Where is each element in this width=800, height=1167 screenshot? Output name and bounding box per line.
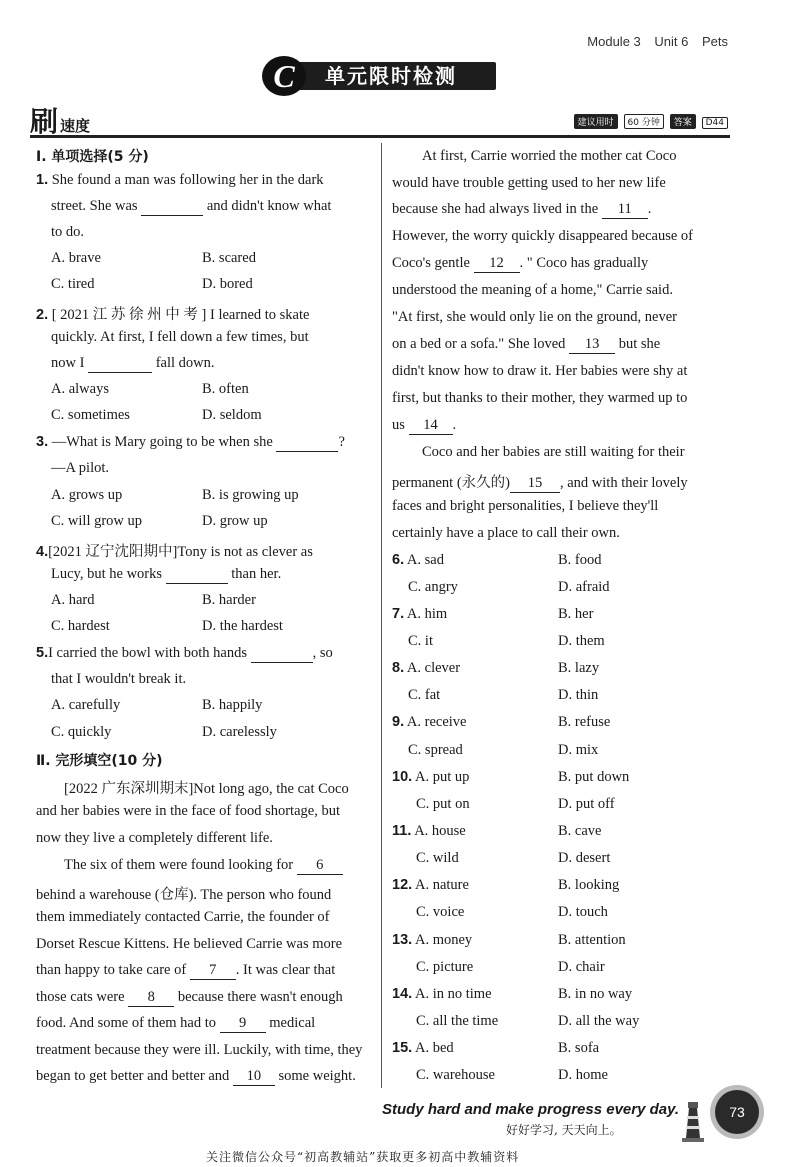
answer-label: 答案	[670, 114, 696, 129]
q1-option-d[interactable]: D. bored	[202, 276, 253, 292]
cloze-q9-b[interactable]: B. refuse	[558, 714, 611, 730]
cloze-blank-8[interactable]: 8	[128, 989, 174, 1007]
q4-source: [2021 辽宁沈阳期中]	[48, 544, 178, 560]
q1-option-c[interactable]: C. tired	[51, 276, 95, 292]
q2-blank[interactable]	[88, 355, 152, 373]
passage-p3-l5	[392, 255, 648, 273]
passage-p2-text9b: some weight.	[278, 1068, 356, 1084]
cloze-q7-a[interactable]	[392, 606, 447, 623]
cloze-q8-number: 8.	[392, 660, 405, 676]
passage-p1-l2: and her babies were in the face of food shortage, but	[36, 803, 340, 819]
passage-p2-text5b: . It was clear that	[235, 962, 336, 978]
passage-p3-text11b: .	[452, 417, 457, 433]
cloze-blank-13[interactable]: 13	[569, 336, 615, 354]
q1-line2	[51, 198, 331, 216]
passage-p1-l1	[64, 777, 349, 798]
cloze-q12-a-text: A. nature	[415, 877, 469, 893]
q1-line1	[36, 172, 324, 189]
cloze-q9-c[interactable]: C. spread	[408, 742, 463, 758]
cloze-q13-number: 13.	[392, 932, 413, 948]
cloze-q6-number: 6.	[392, 552, 405, 568]
footer-motto: Study hard and make progress every day.	[382, 1101, 680, 1118]
cloze-q15-a-text: A. bed	[415, 1040, 454, 1056]
time-label: 建议用时	[574, 114, 618, 129]
passage-p3-l3	[392, 201, 651, 219]
passage-p3-text5b: . " Coco has gradually	[519, 255, 649, 271]
q2-line3	[51, 355, 214, 373]
cloze-q14-a[interactable]	[392, 986, 492, 1003]
cloze-q6-a[interactable]	[392, 552, 444, 569]
q4-option-d[interactable]: D. the hardest	[202, 618, 283, 634]
q1-line3: to do.	[51, 224, 85, 240]
passage-p3-text5a: Coco's gentle	[392, 255, 470, 271]
lighthouse-icon	[678, 1098, 708, 1142]
cloze-q7-d[interactable]: D. them	[558, 633, 605, 649]
cloze-q11-a-text: A. house	[414, 823, 466, 839]
passage-p2-text5a: than happy to take care of	[36, 962, 187, 978]
q3-option-c[interactable]: C. will grow up	[51, 513, 143, 529]
q1-blank[interactable]	[141, 198, 203, 216]
q3-option-b[interactable]: B. is growing up	[202, 487, 299, 503]
q5-option-d[interactable]: D. carelessly	[202, 724, 277, 740]
cloze-blank-9[interactable]: 9	[220, 1015, 266, 1033]
q3-line1	[36, 434, 345, 452]
q5-option-a[interactable]: A. carefully	[51, 697, 121, 713]
answer-page: D44	[702, 117, 728, 129]
q5-line1	[36, 645, 333, 663]
passage-p2-text9a: began to get better and better and	[36, 1068, 230, 1084]
q5-blank[interactable]	[251, 645, 313, 663]
q1-text2b: and didn't know what	[206, 198, 332, 214]
q4-option-a[interactable]: A. hard	[51, 592, 95, 608]
promo-text: 关注微信公众号“初高教辅站”获取更多初高中教辅资料	[206, 1150, 520, 1164]
cloze-q15-b[interactable]: B. sofa	[558, 1040, 600, 1056]
q3-option-a[interactable]: A. grows up	[51, 487, 123, 503]
q1-text1: She found a man was following her in the dark	[51, 172, 324, 188]
cloze-q10-number: 10.	[392, 769, 413, 785]
q1-option-a[interactable]: A. brave	[51, 250, 101, 266]
cloze-blank-12[interactable]: 12	[474, 255, 520, 273]
q3-option-d[interactable]: D. grow up	[202, 513, 268, 529]
q5-line2: that I wouldn't break it.	[51, 671, 187, 687]
cloze-q7-number: 7.	[392, 606, 405, 622]
passage-p2-text6b: because there wasn't enough	[177, 989, 343, 1005]
q3-text1b: ?	[338, 434, 345, 450]
unit-test-banner	[262, 58, 498, 94]
q5-option-b[interactable]: B. happily	[202, 697, 263, 713]
cloze-q7-a-text: A. him	[406, 606, 448, 622]
passage-p4-l4: certainly have a place to call their own.	[392, 525, 620, 541]
section-1-title: Ⅰ. 单项选择(5 分)	[36, 149, 149, 165]
cloze-q10-c[interactable]: C. put on	[416, 796, 470, 812]
q2-text3a: now I	[51, 355, 85, 371]
q3-text1a: —What is Mary going to be when she	[51, 434, 273, 450]
q4-text1: Tony is not as clever as	[177, 544, 313, 560]
q5-text1b: , so	[312, 645, 333, 661]
cloze-q15-c[interactable]: C. warehouse	[416, 1067, 495, 1083]
cloze-q11-d[interactable]: D. desert	[558, 850, 611, 866]
banner-letter-badge: C	[262, 56, 306, 96]
cloze-q7-c[interactable]: C. it	[408, 633, 433, 649]
cloze-q7-b[interactable]: B. her	[558, 606, 594, 622]
q2-source: [ 2021 江 苏 徐 州 中 考 ]	[51, 307, 207, 323]
cloze-q13-c[interactable]: C. picture	[416, 959, 474, 975]
page-number-badge: 73	[715, 1090, 759, 1134]
passage-source: [2022 广东深圳期末]	[64, 781, 194, 797]
q2-option-b[interactable]: B. often	[202, 381, 249, 397]
cloze-q14-d[interactable]: D. all the way	[558, 1013, 640, 1029]
time-info	[571, 114, 728, 129]
passage-p4-text2b: , and with their lovely	[559, 475, 688, 491]
q4-option-b[interactable]: B. harder	[202, 592, 256, 608]
q4-line2	[51, 566, 281, 584]
passage-p2-l6	[36, 989, 343, 1007]
cloze-q14-b[interactable]: B. in no way	[558, 986, 633, 1002]
speed-heading-big: 刷	[30, 105, 59, 138]
q4-blank[interactable]	[166, 566, 228, 584]
q1-text2a: street. She was	[51, 198, 138, 214]
cloze-q8-a-text: A. clever	[406, 660, 461, 676]
cloze-q15-a[interactable]	[392, 1040, 454, 1057]
cloze-q6-c[interactable]: C. angry	[408, 579, 458, 595]
cloze-q10-b[interactable]: B. put down	[558, 769, 630, 785]
column-divider	[381, 143, 382, 1088]
passage-p3-l10: first, but thanks to their mother, they warmed up to	[392, 390, 688, 406]
q2-line1	[36, 303, 309, 324]
passage-p3-text11a: us	[392, 417, 405, 433]
header-rule	[30, 135, 730, 138]
q3-number: 3.	[36, 434, 49, 450]
cloze-blank-6[interactable]: 6	[297, 857, 343, 875]
cloze-q6-d[interactable]: D. afraid	[558, 579, 610, 595]
cloze-q11-a[interactable]	[392, 823, 466, 840]
passage-p3-text8b: but she	[618, 336, 661, 352]
passage-p1-l3: now they live a completely different life.	[36, 830, 273, 846]
q2-option-a[interactable]: A. always	[51, 381, 109, 397]
cloze-q15-d[interactable]: D. home	[558, 1067, 608, 1083]
topic-label: Pets	[701, 34, 728, 49]
passage-p2-l8: treatment because they were ill. Luckily, with time, they	[36, 1042, 363, 1058]
q3-line2: —A pilot.	[51, 460, 110, 476]
passage-p4-text2a: permanent (永久的)	[392, 475, 510, 491]
cloze-q15-number: 15.	[392, 1040, 413, 1056]
q2-text1: I learned to skate	[210, 307, 310, 323]
cloze-q14-c[interactable]: C. all the time	[416, 1013, 499, 1029]
q5-option-c[interactable]: C. quickly	[51, 724, 112, 740]
passage-p2-l4: Dorset Rescue Kittens. He believed Carrie was more	[36, 936, 343, 952]
passage-p3-l2: would have trouble getting used to her new life	[392, 175, 666, 191]
time-value: 60 分钟	[624, 114, 664, 129]
passage-p3-text3a: because she had always lived in the	[392, 201, 599, 217]
passage-p2-l1	[64, 857, 343, 875]
passage-p1-text1: Not long ago, the cat Coco	[193, 781, 349, 797]
cloze-q8-b[interactable]: B. lazy	[558, 660, 600, 676]
q2-text3b: fall down.	[155, 355, 215, 371]
q2-number: 2.	[36, 307, 49, 323]
cloze-q6-a-text: A. sad	[406, 552, 444, 568]
passage-p2-text7a: food. And some of them had to	[36, 1015, 217, 1031]
cloze-q9-number: 9.	[392, 714, 405, 730]
cloze-blank-10[interactable]: 10	[233, 1068, 275, 1086]
passage-p3-l7: "At first, she would only lie on the ground, never	[392, 309, 677, 325]
cloze-q9-a-text: A. receive	[406, 714, 467, 730]
passage-p2-l2: behind a warehouse (仓库). The person who found	[36, 887, 332, 903]
running-header	[577, 34, 728, 49]
speed-heading	[30, 100, 90, 140]
passage-p3-text3b: .	[647, 201, 652, 217]
module-label: Module 3	[587, 34, 641, 49]
cloze-q12-number: 12.	[392, 877, 413, 893]
passage-p3-l4: However, the worry quickly disappeared because of	[392, 228, 693, 244]
passage-p2-l3: them immediately contacted Carrie, the founder of	[36, 909, 330, 925]
q5-text1a: I carried the bowl with both hands	[48, 645, 248, 661]
unit-label: Unit 6	[654, 34, 689, 49]
cloze-q12-c[interactable]: C. voice	[416, 904, 465, 920]
passage-p3-l11	[392, 417, 456, 435]
q2-line2: quickly. At first, I fell down a few times, but	[51, 329, 309, 345]
cloze-q13-b[interactable]: B. attention	[558, 932, 626, 948]
q5-number: 5.	[36, 645, 49, 661]
passage-p2-l5	[36, 962, 335, 980]
cloze-q12-b[interactable]: B. looking	[558, 877, 620, 893]
cloze-q11-c[interactable]: C. wild	[416, 850, 459, 866]
cloze-q9-d[interactable]: D. mix	[558, 742, 599, 758]
cloze-blank-7[interactable]: 7	[190, 962, 236, 980]
passage-p3-l9: didn't know how to draw it. Her babies were shy at	[392, 363, 688, 379]
cloze-q8-a[interactable]	[392, 660, 460, 677]
cloze-q13-a[interactable]	[392, 932, 472, 949]
cloze-q10-d[interactable]: D. put off	[558, 796, 615, 812]
cloze-q12-d[interactable]: D. touch	[558, 904, 608, 920]
footer-motto-cn: 好好学习, 天天向上。	[506, 1123, 622, 1137]
q2-option-c[interactable]: C. sometimes	[51, 407, 130, 423]
passage-p2-l9	[36, 1068, 356, 1086]
cloze-q10-a-text: A. put up	[415, 769, 470, 785]
q4-option-c[interactable]: C. hardest	[51, 618, 110, 634]
passage-p2-text1a: The six of them were found looking for	[64, 857, 294, 873]
cloze-q6-b[interactable]: B. food	[558, 552, 602, 568]
q4-line1	[36, 540, 313, 561]
passage-p3-text8a: on a bed or a sofa." She loved	[392, 336, 566, 352]
cloze-q13-a-text: A. money	[415, 932, 473, 948]
passage-p2-text6a: those cats were	[36, 989, 125, 1005]
passage-p3-l6: understood the meaning of a home," Carrie said.	[392, 282, 673, 298]
cloze-q10-a[interactable]	[392, 769, 469, 786]
passage-p4-l2	[392, 471, 688, 493]
cloze-q14-number: 14.	[392, 986, 413, 1002]
q2-option-d[interactable]: D. seldom	[202, 407, 262, 423]
cloze-blank-11[interactable]: 11	[602, 201, 648, 219]
section-2-title: Ⅱ. 完形填空(10 分)	[36, 753, 163, 769]
q4-text2a: Lucy, but he works	[51, 566, 163, 582]
q3-blank[interactable]	[276, 434, 338, 452]
q4-text2b: than her.	[231, 566, 282, 582]
cloze-q9-a[interactable]	[392, 714, 467, 731]
cloze-q13-d[interactable]: D. chair	[558, 959, 605, 975]
speed-heading-small: 速度	[60, 117, 91, 135]
banner-title: 单元限时检测	[286, 62, 496, 90]
passage-p2-text7b: medical	[269, 1015, 316, 1031]
cloze-blank-15[interactable]: 15	[510, 475, 560, 493]
q1-option-b[interactable]: B. scared	[202, 250, 256, 266]
passage-p3-l1: At first, Carrie worried the mother cat Coco	[422, 148, 677, 164]
cloze-q11-b[interactable]: B. cave	[558, 823, 602, 839]
q1-number: 1.	[36, 172, 49, 188]
cloze-q8-d[interactable]: D. thin	[558, 687, 599, 703]
passage-p4-l1: Coco and her babies are still waiting for their	[422, 444, 685, 460]
cloze-q14-a-text: A. in no time	[415, 986, 492, 1002]
q4-number: 4.	[36, 544, 49, 560]
cloze-q8-c[interactable]: C. fat	[408, 687, 441, 703]
passage-p3-l8	[392, 336, 660, 354]
passage-p2-l7	[36, 1015, 315, 1033]
passage-p4-l3: faces and bright personalities, I believe they'll	[392, 498, 659, 514]
cloze-q11-number: 11.	[392, 823, 412, 839]
cloze-blank-14[interactable]: 14	[409, 417, 453, 435]
cloze-q12-a[interactable]	[392, 877, 469, 894]
